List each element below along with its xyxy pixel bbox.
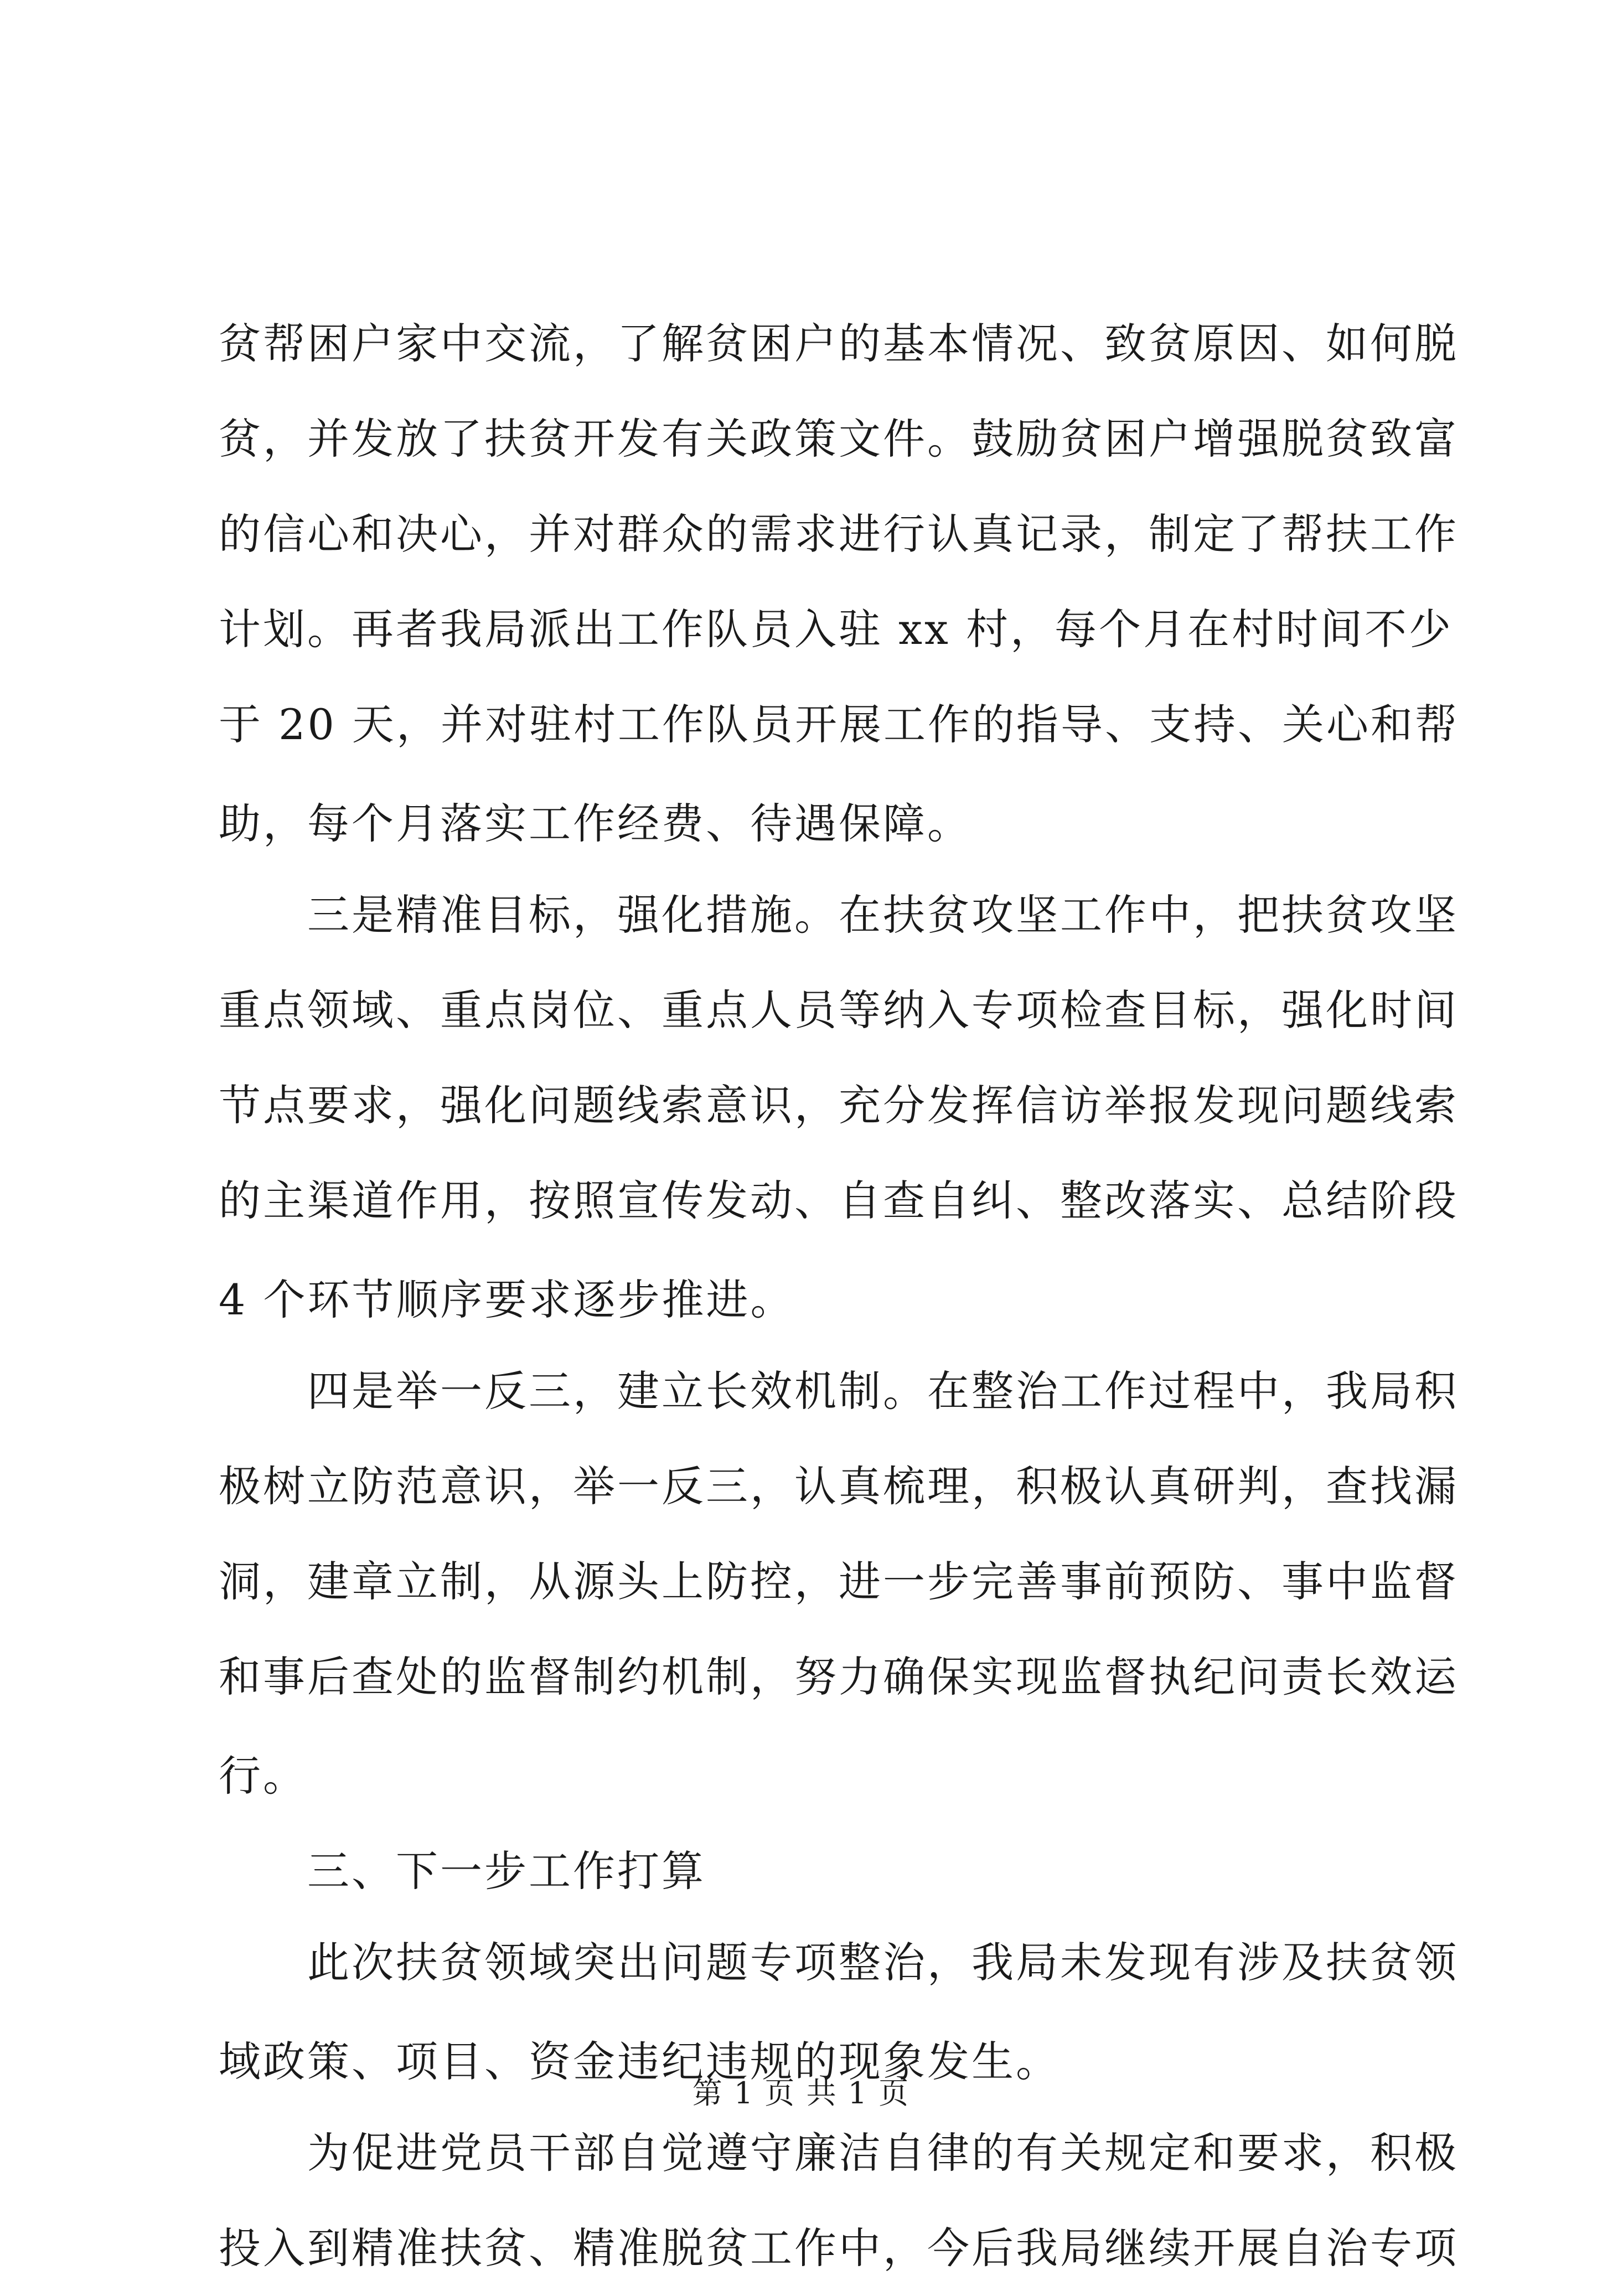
text-line: 投入到精准扶贫、精准脱贫工作中，今后我局继续开展自治专项 [219, 2223, 1459, 2273]
text-line: 计划。再者我局派出工作队员入驻 xx 村，每个月在村时间不少 [219, 605, 1454, 654]
text-line: 贫，并发放了扶贫开发有关政策文件。鼓励贫困户增强脱贫致富 [219, 414, 1459, 463]
text-line: 行。 [219, 1751, 307, 1800]
text-line: 为促进党员干部自觉遵守廉洁自律的有关规定和要求，积极 [307, 2128, 1459, 2178]
text-line: 于 20 天，并对驻村工作队员开展工作的指导、支持、关心和帮 [219, 700, 1460, 749]
text-line: 助，每个月落实工作经费、待遇保障。 [219, 798, 971, 848]
text-line: 节点要求，强化问题线索意识，充分发挥信访举报发现问题线索 [219, 1081, 1459, 1130]
text-line: 四是举一反三，建立长效机制。在整治工作过程中，我局积 [307, 1366, 1459, 1416]
page-footer: 第 1 页 共 1 页 [692, 2076, 910, 2111]
text-line: 重点领域、重点岗位、重点人员等纳入专项检查目标，强化时间 [219, 986, 1459, 1035]
text-line: 洞，建章立制，从源头上防控，进一步完善事前预防、事中监督 [219, 1557, 1459, 1606]
text-line: 4 个环节顺序要求逐步推进。 [219, 1275, 795, 1324]
text-line: 的主渠道作用，按照宣传发动、自查自纠、整改落实、总结阶段 [219, 1176, 1459, 1225]
text-line: 三、下一步工作打算 [307, 1846, 706, 1896]
text-line: 贫帮困户家中交流，了解贫困户的基本情况、致贫原因、如何脱 [219, 319, 1459, 368]
text-line: 三是精准目标，强化措施。在扶贫攻坚工作中，把扶贫攻坚 [307, 890, 1459, 940]
text-line: 的信心和决心，并对群众的需求进行认真记录，制定了帮扶工作 [219, 509, 1459, 559]
text-line: 极树立防范意识，举一反三，认真梳理，积极认真研判，查找漏 [219, 1462, 1459, 1511]
document-body [219, 296, 1460, 2296]
text-line: 域政策、项目、资金违纪违规的现象发生。 [219, 2036, 1060, 2086]
text-line: 和事后查处的监督制约机制，努力确保实现监督执纪问责长效运 [219, 1652, 1459, 1701]
text-line: 此次扶贫领域突出问题专项整治，我局未发现有涉及扶贫领 [307, 1938, 1459, 1987]
